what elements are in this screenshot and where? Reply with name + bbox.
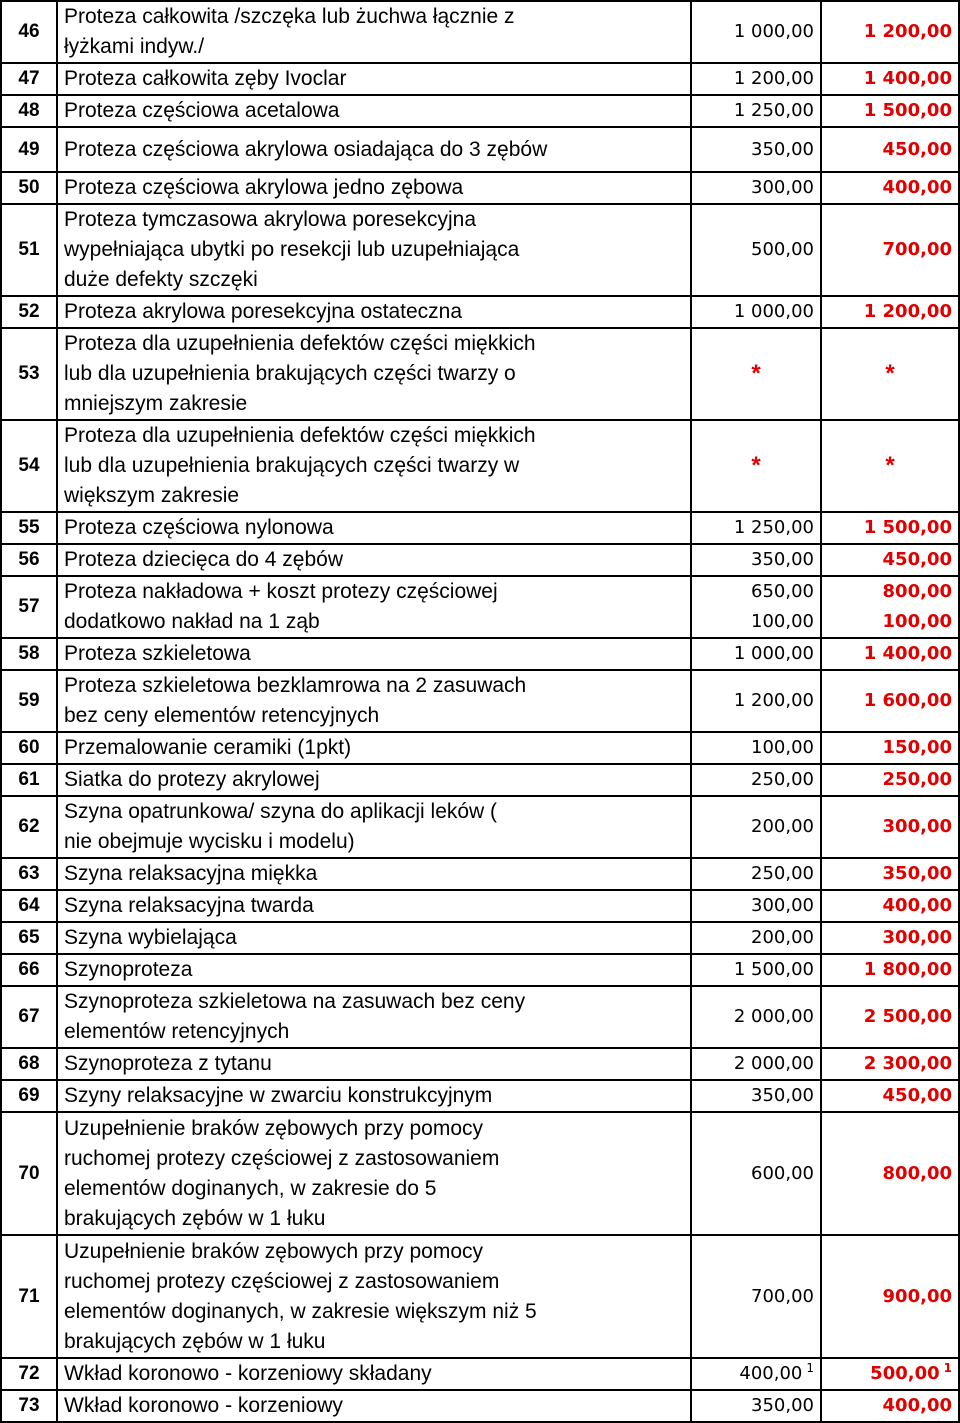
service-name-line: wypełniająca ubytki po resekcji lub uzupełniająca <box>64 238 520 261</box>
price-min-value: 1 250,00 <box>733 100 814 121</box>
service-name-line: Proteza częściowa akrylowa jedno zębowa <box>64 176 464 199</box>
row-number: 67 <box>1 986 57 1048</box>
row-number: 50 <box>1 172 57 204</box>
price-max-value: * <box>885 360 895 387</box>
table-row <box>1 420 959 512</box>
service-name-line: Szyna opatrunkowa/ szyna do aplikacji leków ( <box>64 800 498 823</box>
service-name-line: mniejszym zakresie <box>64 392 248 415</box>
table-row <box>1 296 959 328</box>
footnote-marker: 1 <box>943 1361 952 1375</box>
price-min-value: 650,00 <box>751 581 814 602</box>
service-name-line: Szyny relaksacyjne w zwarciu konstrukcyjnym <box>64 1084 493 1107</box>
price-max <box>821 858 959 890</box>
service-name-line: Szynoproteza szkieletowa na zasuwach bez ceny <box>64 990 526 1013</box>
price-min-value: 300,00 <box>751 177 814 198</box>
service-name <box>57 172 691 204</box>
price-min <box>691 764 821 796</box>
price-min-value: 200,00 <box>751 816 814 837</box>
price-min <box>691 732 821 764</box>
row-number: 57 <box>1 576 57 638</box>
table-row <box>1 328 959 420</box>
price-max-value: * <box>885 452 895 479</box>
service-name <box>57 858 691 890</box>
row-number: 66 <box>1 954 57 986</box>
price-max-value: 800,00 <box>882 1162 952 1184</box>
price-min-value: 1 200,00 <box>733 68 814 89</box>
price-min <box>691 954 821 986</box>
service-name-line: ruchomej protezy częściowej z zastosowaniem <box>64 1269 500 1293</box>
service-name <box>57 420 691 512</box>
table-row <box>1 204 959 296</box>
service-name-line: Szyna relaksacyjna miękka <box>64 862 318 885</box>
price-min <box>691 986 821 1048</box>
price-max <box>821 328 959 420</box>
row-number: 59 <box>1 670 57 732</box>
service-name <box>57 922 691 954</box>
service-name <box>57 328 691 420</box>
table-row <box>1 764 959 796</box>
row-number: 54 <box>1 420 57 512</box>
price-max <box>821 796 959 858</box>
price-max <box>821 638 959 670</box>
service-name-line: elementów doginanych, w zakresie większym niż 5 <box>64 1299 537 1323</box>
price-max <box>821 95 959 127</box>
row-number: 68 <box>1 1048 57 1080</box>
service-name-line: Przemalowanie ceramiki (1pkt) <box>64 736 352 759</box>
table-row <box>1 890 959 922</box>
price-max <box>821 1112 959 1235</box>
price-max-value: 1 400,00 <box>863 643 952 664</box>
service-name <box>57 1 691 63</box>
service-name-line: Proteza całkowita /szczęka lub żuchwa łącznie z <box>64 5 515 28</box>
price-min-value: 250,00 <box>751 769 814 790</box>
price-max-value: 1 500,00 <box>863 517 952 538</box>
price-min-value: 200,00 <box>751 927 814 948</box>
service-name-line: Proteza tymczasowa akrylowa poresekcyjna <box>64 208 477 231</box>
service-name-line: Proteza szkieletowa <box>64 642 251 665</box>
price-min <box>691 172 821 204</box>
table-row <box>1 858 959 890</box>
price-max <box>821 922 959 954</box>
service-name-line: brakujących zębów w 1 łuku <box>64 1329 326 1353</box>
price-max-value: 1 200,00 <box>863 21 952 42</box>
service-name-line: Wkład koronowo - korzeniowy <box>64 1394 343 1417</box>
row-number: 52 <box>1 296 57 328</box>
table-row <box>1 1048 959 1080</box>
price-min-value: 500,00 <box>751 239 814 260</box>
service-name <box>57 732 691 764</box>
price-min <box>691 328 821 420</box>
table-row <box>1 512 959 544</box>
service-name <box>57 63 691 95</box>
price-min <box>691 1080 821 1112</box>
table-row <box>1 544 959 576</box>
table-row <box>1 1235 959 1358</box>
row-number: 69 <box>1 1080 57 1112</box>
price-min <box>691 544 821 576</box>
price-min-value: 1 000,00 <box>733 21 814 42</box>
price-max-value: 700,00 <box>882 239 952 260</box>
table-row <box>1 732 959 764</box>
price-min <box>691 576 821 638</box>
footnote-marker: 1 <box>806 1361 814 1375</box>
price-max <box>821 670 959 732</box>
price-min-value: 100,00 <box>751 611 814 632</box>
table-row <box>1 172 959 204</box>
service-name-line: bez ceny elementów retencyjnych <box>64 704 380 727</box>
row-number: 71 <box>1 1235 57 1358</box>
price-min <box>691 1048 821 1080</box>
price-max <box>821 512 959 544</box>
price-max <box>821 544 959 576</box>
price-max-value: 800,00 <box>882 581 952 602</box>
price-min <box>691 63 821 95</box>
price-min-value: 100,00 <box>751 737 814 758</box>
service-name-line: Proteza częściowa akrylowa osiadająca do 3 zębów <box>64 137 548 161</box>
price-max <box>821 986 959 1048</box>
price-max-value: 400,00 <box>882 177 952 198</box>
price-max <box>821 732 959 764</box>
price-min <box>691 890 821 922</box>
price-min <box>691 796 821 858</box>
service-name-line: Wkład koronowo - korzeniowy składany <box>64 1362 432 1385</box>
price-min <box>691 1112 821 1235</box>
price-min <box>691 670 821 732</box>
service-name-line: Szyna relaksacyjna twarda <box>64 894 314 917</box>
row-number: 60 <box>1 732 57 764</box>
price-max-value: 2 500,00 <box>863 1006 952 1027</box>
price-min <box>691 1 821 63</box>
price-min-value: 1 000,00 <box>733 301 814 322</box>
row-number: 64 <box>1 890 57 922</box>
price-max <box>821 296 959 328</box>
table-row <box>1 95 959 127</box>
price-max-value: 350,00 <box>882 863 952 884</box>
row-number: 61 <box>1 764 57 796</box>
row-number: 55 <box>1 512 57 544</box>
table-row <box>1 63 959 95</box>
service-name <box>57 1080 691 1112</box>
table-row <box>1 127 959 172</box>
service-name <box>57 512 691 544</box>
service-name-line: Uzupełnienie braków zębowych przy pomocy <box>64 1239 484 1263</box>
service-name-line: lub dla uzupełnienia brakujących części twarzy o <box>64 362 516 385</box>
price-max <box>821 890 959 922</box>
price-min-value: 1 500,00 <box>733 959 814 980</box>
price-max <box>821 172 959 204</box>
price-max <box>821 576 959 638</box>
service-name-line: lub dla uzupełnienia brakujących części twarzy w <box>64 454 520 477</box>
price-min-value: 2 000,00 <box>733 1053 814 1074</box>
service-name <box>57 986 691 1048</box>
service-name-line: Uzupełnienie braków zębowych przy pomocy <box>64 1116 484 1140</box>
price-max <box>821 954 959 986</box>
price-max <box>821 1235 959 1358</box>
price-max <box>821 1080 959 1112</box>
price-min <box>691 638 821 670</box>
price-max-value: 1 600,00 <box>863 690 952 711</box>
price-max <box>821 63 959 95</box>
row-number: 49 <box>1 127 57 172</box>
service-name-line: Szynoproteza z tytanu <box>64 1052 272 1075</box>
service-name-line: Proteza dziecięca do 4 zębów <box>64 548 343 571</box>
service-name-line: ruchomej protezy częściowej z zastosowaniem <box>64 1146 500 1170</box>
service-name-line: większym zakresie <box>64 484 240 507</box>
price-min-value: 350,00 <box>751 549 814 570</box>
service-name <box>57 296 691 328</box>
row-number: 58 <box>1 638 57 670</box>
row-number: 56 <box>1 544 57 576</box>
price-min <box>691 1235 821 1358</box>
table-row <box>1 576 959 638</box>
service-name <box>57 670 691 732</box>
service-name <box>57 544 691 576</box>
price-min <box>691 420 821 512</box>
service-name-line: brakujących zębów w 1 łuku <box>64 1206 326 1230</box>
row-number: 51 <box>1 204 57 296</box>
table-row <box>1 796 959 858</box>
price-max-value: 300,00 <box>882 816 952 837</box>
price-max-value: 250,00 <box>882 769 952 790</box>
row-number: 62 <box>1 796 57 858</box>
price-max-value: 1 400,00 <box>863 68 952 89</box>
service-name-line: elementów retencyjnych <box>64 1020 290 1043</box>
service-name <box>57 576 691 638</box>
service-name-line: Proteza dla uzupełnienia defektów części miękkich <box>64 424 536 447</box>
price-min <box>691 127 821 172</box>
row-number: 70 <box>1 1112 57 1235</box>
price-max-value: 450,00 <box>882 138 952 160</box>
price-max-value: 150,00 <box>882 737 952 758</box>
row-number: 73 <box>1 1390 57 1422</box>
price-max-value: 450,00 <box>882 549 952 570</box>
price-min <box>691 858 821 890</box>
price-min <box>691 204 821 296</box>
price-min <box>691 922 821 954</box>
service-name <box>57 638 691 670</box>
price-max-value: 450,00 <box>882 1085 952 1106</box>
price-min-value: 600,00 <box>751 1162 814 1184</box>
price-max-value: 2 300,00 <box>863 1053 952 1074</box>
price-min-value: 250,00 <box>751 863 814 884</box>
service-name <box>57 1235 691 1358</box>
price-max <box>821 1 959 63</box>
table-row <box>1 638 959 670</box>
price-max-value: 900,00 <box>882 1285 952 1307</box>
price-min <box>691 512 821 544</box>
service-name <box>57 95 691 127</box>
table-row <box>1 954 959 986</box>
row-number: 48 <box>1 95 57 127</box>
price-min-value: 350,00 <box>751 1085 814 1106</box>
table-row <box>1 1 959 63</box>
price-max <box>821 420 959 512</box>
service-name <box>57 890 691 922</box>
service-name <box>57 204 691 296</box>
service-name-line: dodatkowo nakład na 1 ząb <box>64 610 320 633</box>
service-name <box>57 1048 691 1080</box>
row-number: 65 <box>1 922 57 954</box>
price-min-value: 350,00 <box>751 138 814 160</box>
service-name-line: Proteza częściowa acetalowa <box>64 99 340 122</box>
service-name-line: elementów doginanych, w zakresie do 5 <box>64 1176 437 1200</box>
price-min <box>691 296 821 328</box>
service-name-line: duże defekty szczęki <box>64 268 258 291</box>
price-min-value: * <box>751 452 761 479</box>
price-max-value: 400,00 <box>882 895 952 916</box>
service-name-line: Szynoproteza <box>64 958 193 981</box>
row-number: 46 <box>1 1 57 63</box>
price-min <box>691 95 821 127</box>
price-max <box>821 1048 959 1080</box>
service-name <box>57 796 691 858</box>
service-name-line: Siatka do protezy akrylowej <box>64 768 320 791</box>
price-max <box>821 764 959 796</box>
service-name-line: łyżkami indyw./ <box>64 35 205 58</box>
service-name <box>57 954 691 986</box>
price-min-value: 700,00 <box>751 1285 814 1307</box>
price-table-body <box>1 1 959 1422</box>
price-min-value: * <box>751 360 761 387</box>
service-name-line: Proteza nakładowa + koszt protezy częściowej <box>64 580 498 603</box>
price-max-value: 400,00 <box>882 1395 952 1416</box>
price-max-value: 500,00 <box>870 1363 940 1384</box>
service-name-line: Proteza częściowa nylonowa <box>64 516 334 539</box>
service-name-line: Proteza szkieletowa bezklamrowa na 2 zasuwach <box>64 674 527 697</box>
price-min-value: 1 200,00 <box>733 690 814 711</box>
table-row <box>1 922 959 954</box>
table-row <box>1 1080 959 1112</box>
service-name-line: Szyna wybielająca <box>64 926 237 949</box>
table-row <box>1 1112 959 1235</box>
service-name-line: Proteza akrylowa poresekcyjna ostateczna <box>64 300 463 323</box>
row-number: 63 <box>1 858 57 890</box>
price-max <box>821 1358 959 1390</box>
price-max-value: 1 200,00 <box>863 301 952 322</box>
price-max <box>821 204 959 296</box>
price-min-value: 2 000,00 <box>733 1006 814 1027</box>
service-name <box>57 764 691 796</box>
price-max-value: 300,00 <box>882 927 952 948</box>
service-name-line: nie obejmuje wycisku i modelu) <box>64 830 355 853</box>
price-min-value: 1 250,00 <box>733 517 814 538</box>
price-max-value: 100,00 <box>882 611 952 632</box>
service-name <box>57 1112 691 1235</box>
table-row <box>1 670 959 732</box>
row-number: 72 <box>1 1358 57 1390</box>
price-min-value: 400,00 <box>739 1363 803 1384</box>
row-number: 47 <box>1 63 57 95</box>
row-number: 53 <box>1 328 57 420</box>
price-min-value: 300,00 <box>751 895 814 916</box>
price-min-value: 350,00 <box>751 1395 814 1416</box>
service-name <box>57 1358 691 1390</box>
table-row <box>1 1358 959 1390</box>
price-max <box>821 127 959 172</box>
price-max-value: 1 500,00 <box>863 100 952 121</box>
price-min-value: 1 000,00 <box>733 643 814 664</box>
service-name-line: Proteza dla uzupełnienia defektów części miękkich <box>64 332 536 355</box>
service-name <box>57 127 691 172</box>
price-max-value: 1 800,00 <box>863 959 952 980</box>
table-row <box>1 986 959 1048</box>
price-min <box>691 1358 821 1390</box>
service-name-line: Proteza całkowita zęby Ivoclar <box>64 67 347 90</box>
